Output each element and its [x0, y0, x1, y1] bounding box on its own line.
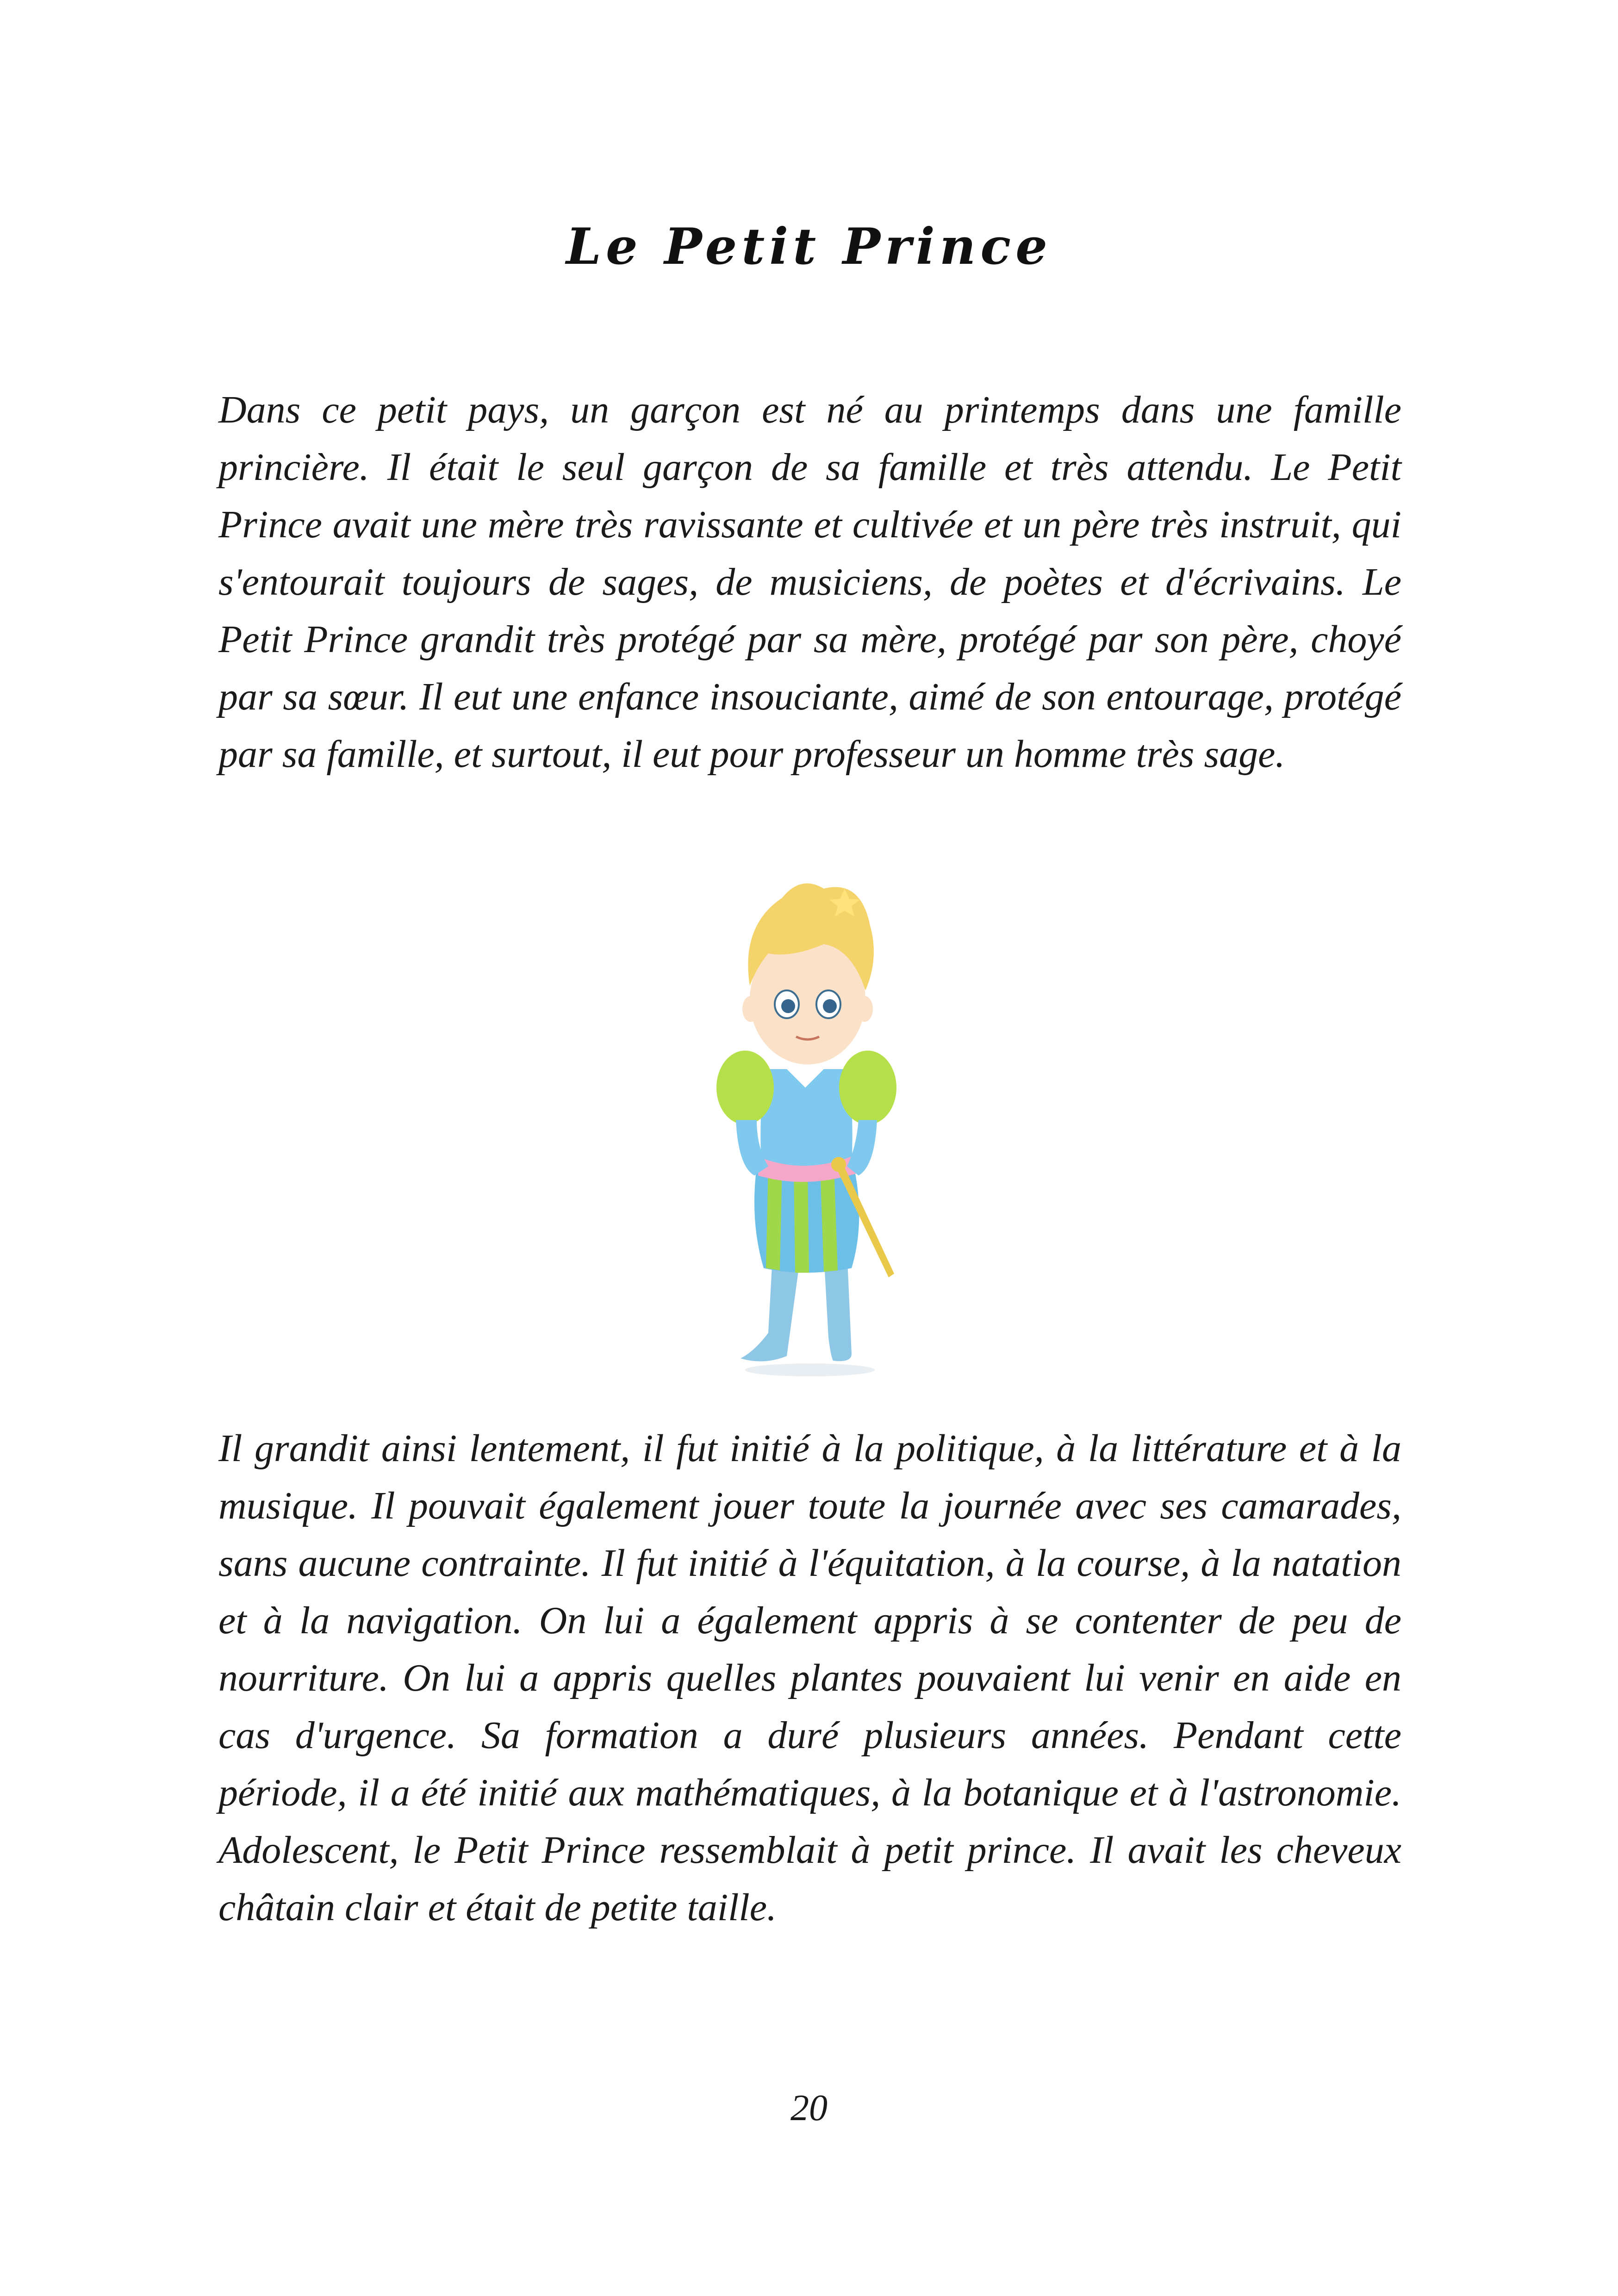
page-title: Le Petit Prince: [566, 218, 1052, 276]
page-number: 20: [790, 2088, 828, 2128]
paragraph-1: Dans ce petit pays, un garçon est né au printemps dans une famille princière. Il était le seul garçon de sa famille et très attendu. Le Petit Prince avait une mère très ravissante et cultivée et un père très instruit, qui s'entourait toujours de sages, de musiciens, de poètes et d'écrivains. Le Petit Prince grandit très protégé par sa mère, protégé par son père, choyé par sa sœur. Il eut une enfance insouciante, aimé de son entourage, protégé par sa famille, et surtout, il eut pour professeur un homme très sage.: [218, 388, 1401, 776]
little-prince-illustration: [713, 870, 912, 1379]
paragraph-2: Il grandit ainsi lentement, il fut initié à la politique, à la littérature et à la musique. Il pouvait également jouer toute la journée avec ses camarades, sans aucune contrainte. Il fut initié à l'équitation, à la course, à la natation et à la navigation. On lui a également appris à se contenter de peu de nourriture. On lui a appris quelles plantes pouvaient lui venir en aide en cas d'urgence. Sa formation a duré plusieurs années. Pendant cette période, il a été initié aux mathématiques, à la botanique et à l'astronomie. Adolescent, le Petit Prince ressemblait à petit prince. Il avait les cheveux châtain clair et était de petite taille.: [218, 1427, 1401, 1929]
